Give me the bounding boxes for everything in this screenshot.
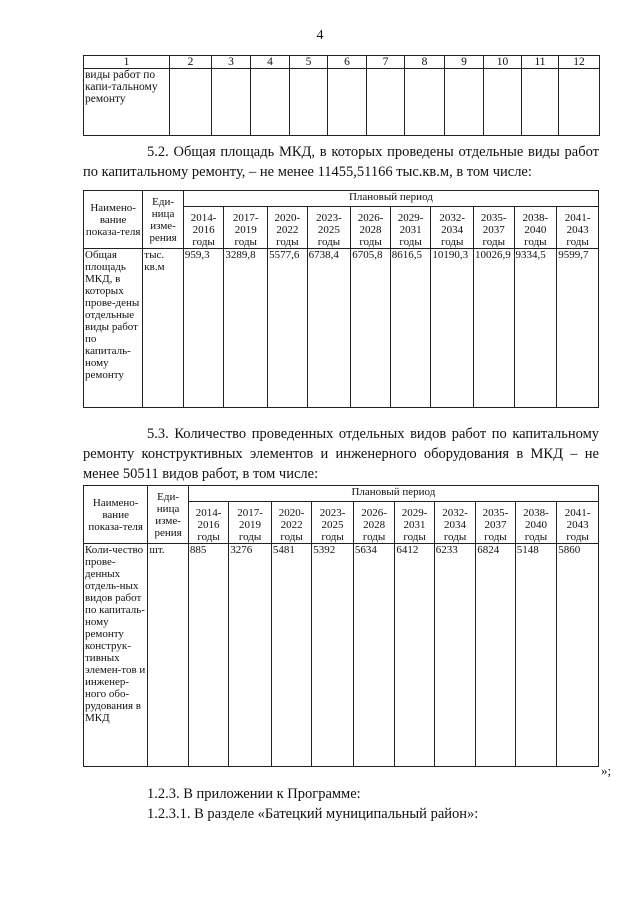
year-header: 2026-2028 годы [351, 207, 391, 249]
year-header: 2014-2016 годы [188, 502, 228, 544]
continuation-table [83, 55, 600, 136]
value-cell: 6233 [434, 544, 476, 767]
header-cell: 7 [367, 56, 405, 69]
section-5-2-text: 5.2. Общая площадь МКД, в которых проведены отдельные виды работ по капитальному ремонту, – не менее 11455,51166 тыс.кв.м, в том числе: [83, 144, 599, 180]
item-1-2-3-1: 1.2.3.1. В разделе «Батецкий муниципальный район»: [147, 806, 479, 822]
value-cell: 5481 [271, 544, 311, 767]
indicator-cell: Общая площадь МКД, в которых прове-дены отдельные виды работ по капиталь-ному ремонту [84, 249, 143, 408]
year-header: 2017-2019 годы [229, 502, 272, 544]
year-header: 2026-2028 годы [353, 502, 395, 544]
indicator-cell: виды работ по капи-тальному ремонту [84, 69, 170, 136]
header-cell: 1 [84, 56, 170, 69]
section-5-3-text: 5.3. Количество проведенных отдельных видов работ по капитальному ремонту конструктивных элементов и инженерного оборудования в МКД – не менее 50511 видов работ, в том числе: [83, 426, 599, 482]
year-header: 2023-2025 годы [307, 207, 351, 249]
year-header: 2038-2040 годы [514, 207, 557, 249]
indicator-cell: Коли-чество прове-денных отдель-ных видов работ по капиталь-ному ремонту конструк-тивных элемен-тов и инженер-ного обо-рудования в МКД [84, 544, 148, 767]
header-cell: 6 [328, 56, 367, 69]
unit-header: Еди-ница изме-рения [148, 486, 188, 544]
area-table [83, 190, 599, 408]
header-cell: 12 [559, 56, 600, 69]
year-header: 2020-2022 годы [268, 207, 308, 249]
page-number: 4 [316, 28, 324, 43]
header-cell: 10 [484, 56, 522, 69]
year-header: 2032-2034 годы [434, 502, 476, 544]
value-cell: 5860 [557, 544, 599, 767]
indicator-header: Наимено-вание показа-теля [84, 191, 143, 249]
value-cell: 8616,5 [390, 249, 431, 408]
value-cell: 6738,4 [307, 249, 351, 408]
item-1-2-3: 1.2.3. В приложении к Программе: [147, 786, 361, 802]
year-header: 2032-2034 годы [431, 207, 474, 249]
value-cell: 885 [188, 544, 228, 767]
indicator-header: Наимено-вание показа-теля [84, 486, 148, 544]
unit-cell: тыс. кв.м [143, 249, 184, 408]
table-row [84, 544, 599, 767]
year-header: 2041-2043 годы [557, 502, 599, 544]
year-header: 2029-2031 годы [390, 207, 431, 249]
header-cell: 11 [522, 56, 559, 69]
period-header: Плановый период [188, 486, 598, 502]
header-cell: 8 [405, 56, 445, 69]
value-cell: 10026,9 [473, 249, 514, 408]
table-header-row [84, 56, 600, 69]
value-cell: 9334,5 [514, 249, 557, 408]
unit-header: Еди-ница изме-рения [143, 191, 184, 249]
value-cell: 3289,8 [224, 249, 268, 408]
period-header: Плановый период [183, 191, 598, 207]
value-cell: 5577,6 [268, 249, 308, 408]
value-cell: 5392 [312, 544, 354, 767]
header-cell: 5 [290, 56, 328, 69]
table-header-row [84, 191, 599, 207]
year-header: 2041-2043 годы [557, 207, 599, 249]
value-cell: 5634 [353, 544, 395, 767]
value-cell: 5148 [515, 544, 557, 767]
value-cell: 959,3 [183, 249, 224, 408]
year-header: 2035-2037 годы [473, 207, 514, 249]
year-header: 2023-2025 годы [312, 502, 354, 544]
value-cell: 3276 [229, 544, 272, 767]
year-header: 2038-2040 годы [515, 502, 557, 544]
closing-quote: »; [601, 763, 612, 778]
value-cell: 6705,8 [351, 249, 391, 408]
year-header: 2035-2037 годы [476, 502, 515, 544]
header-cell: 4 [251, 56, 290, 69]
table-header-row [84, 486, 599, 502]
header-cell: 2 [170, 56, 212, 69]
value-cell: 9599,7 [557, 249, 599, 408]
year-header: 2017-2019 годы [224, 207, 268, 249]
header-cell: 9 [445, 56, 484, 69]
table-row [84, 69, 600, 136]
table-row [84, 249, 599, 408]
unit-cell: шт. [148, 544, 188, 767]
value-cell: 6412 [395, 544, 434, 767]
year-header: 2020-2022 годы [271, 502, 311, 544]
year-header: 2029-2031 годы [395, 502, 434, 544]
header-cell: 3 [212, 56, 251, 69]
year-header: 2014-2016 годы [183, 207, 224, 249]
value-cell: 6824 [476, 544, 515, 767]
works-count-table [83, 485, 599, 767]
value-cell: 10190,3 [431, 249, 474, 408]
